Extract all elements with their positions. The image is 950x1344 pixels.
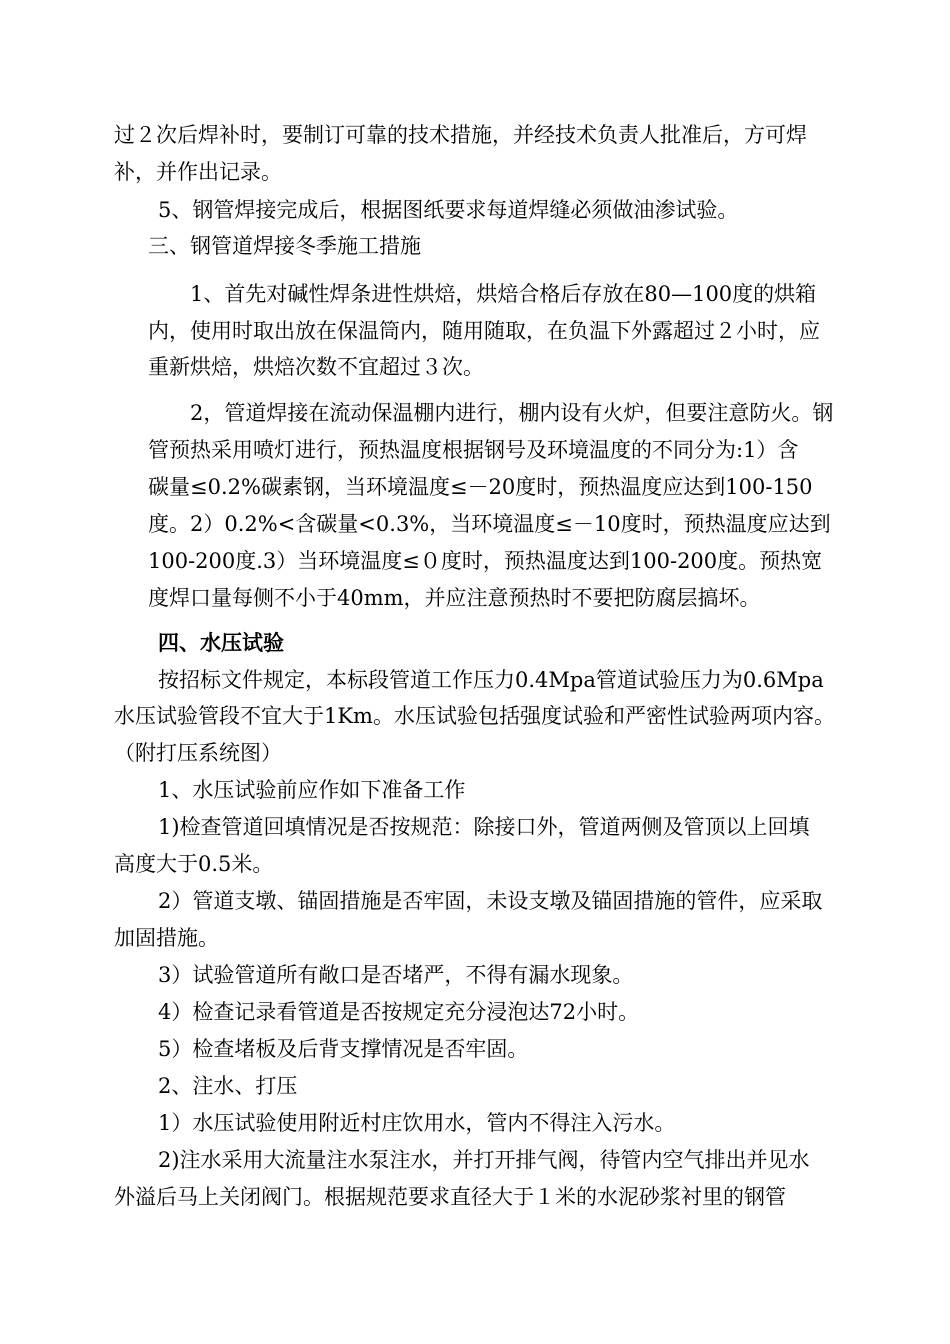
text-line-13: 度焊口量每侧不小于40mm，并应注意预热时不要把防腐层搞坏。 [148,586,761,610]
text-line-26: 2、注水、打压 [158,1074,298,1098]
text-line-10: 碳量≤0.2%碳素钢，当环境温度≤－20度时，预热温度应达到100-150 [148,475,813,499]
text-line-2: 补，并作出记录。 [114,160,282,184]
text-line-18: 1、水压试验前应作如下准备工作 [158,778,466,802]
text-line-7: 重新烘焙，烘焙次数不宜超过３次。 [148,355,484,379]
text-line-15: 按招标文件规定，本标段管道工作压力0.4Mpa管道试验压力为0.6Mpa [158,668,824,692]
text-line-29: 外溢后马上关闭阀门。根据规范要求直径大于１米的水泥砂浆衬里的钢管 [114,1185,786,1209]
text-line-25: 5）检查堵板及后背支撑情况是否牢固。 [158,1037,529,1061]
text-line-1: 过２次后焊补时，要制订可靠的技术措施，并经技术负责人批准后，方可焊 [114,123,807,147]
text-line-21: 2）管道支墩、锚固措施是否牢固，未设支墩及锚固措施的管件，应采取 [158,889,823,913]
text-line-22: 加固措施。 [114,926,219,950]
section-heading-3: 三、钢管道焊接冬季施工措施 [148,234,421,258]
text-line-8: 2，管道焊接在流动保温棚内进行，棚内设有火炉，但要注意防火。钢 [190,401,834,425]
text-line-6: 内，使用时取出放在保温筒内，随用随取，在负温下外露超过２小时，应 [148,319,820,343]
text-line-16: 水压试验管段不宜大于1Km。水压试验包括强度试验和严密性试验两项内容。 [114,704,835,728]
text-line-23: 3）试验管道所有敞口是否堵严，不得有漏水现象。 [158,963,634,987]
text-line-24: 4）检查记录看管道是否按规定充分浸泡达72小时。 [158,1000,640,1024]
text-line-3: 5、钢管焊接完成后，根据图纸要求每道焊缝必须做油渗试验。 [158,198,739,222]
text-line-5: 1、首先对碱性焊条进性烘焙，烘焙合格后存放在80—100度的烘箱 [190,282,817,306]
section-heading-4: 四、水压试验 [158,630,284,655]
text-line-12: 100-200度.3）当环境温度≤０度时，预热温度达到100-200度。预热宽 [148,549,823,573]
text-line-28: 2)注水采用大流量注水泵注水，并打开排气阀，待管内空气排出并见水 [158,1148,810,1172]
text-line-17: （附打压系统图） [114,741,282,765]
text-line-11: 度。2）0.2%<含碳量<0.3%，当环境温度≤－10度时，预热温度应达到 [148,512,831,536]
text-line-27: 1）水压试验使用附近村庄饮用水，管内不得注入污水。 [158,1111,676,1135]
text-line-9: 管预热采用喷灯进行，预热温度根据钢号及环境温度的不同分为:1）含 [148,438,799,462]
text-line-20: 高度大于0.5米。 [114,852,274,876]
text-line-19: 1)检查管道回填情况是否按规范：除接口外，管道两侧及管顶以上回填 [158,815,810,839]
